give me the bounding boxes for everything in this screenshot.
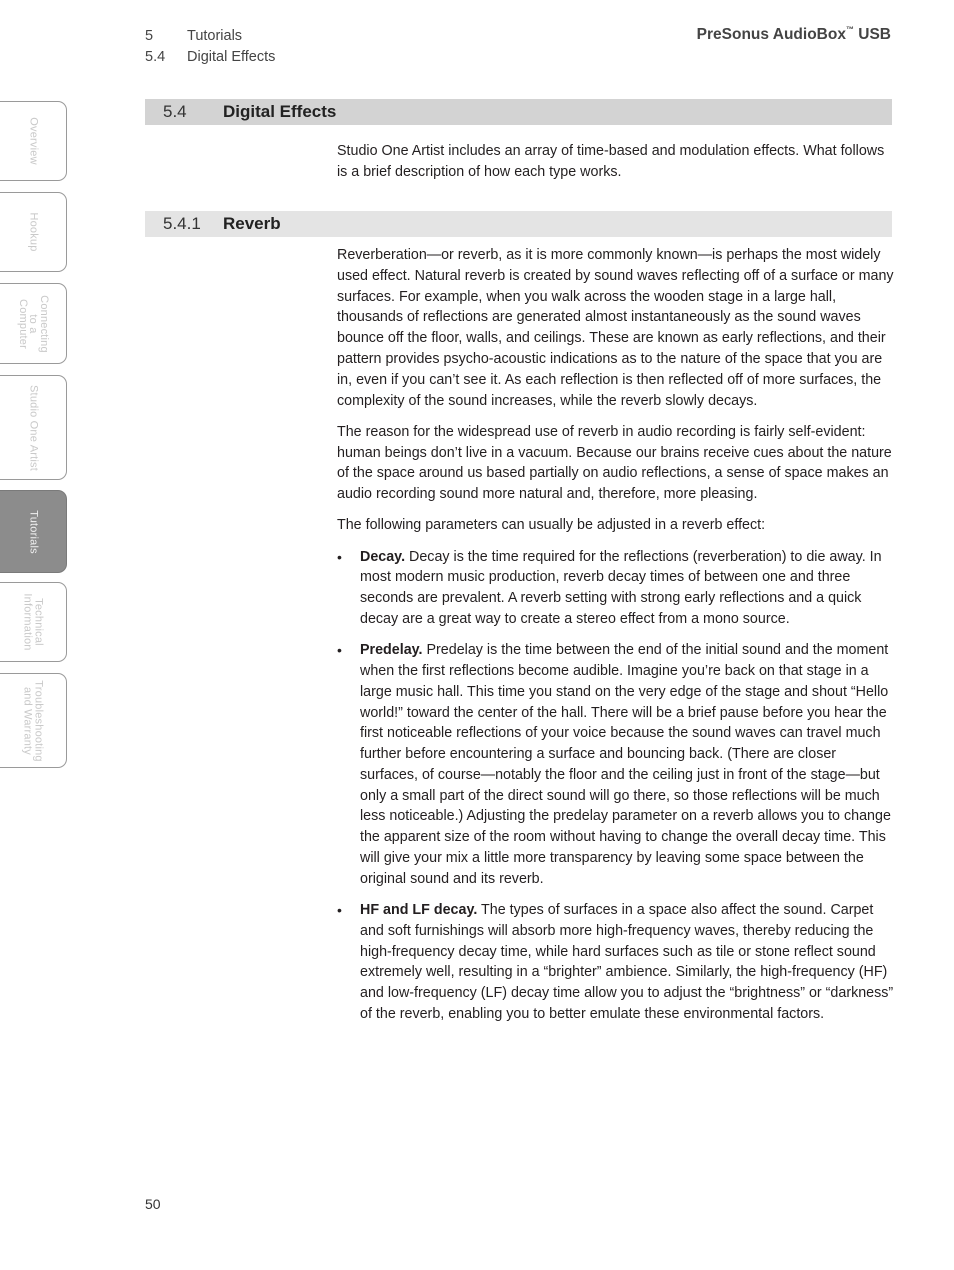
bullet-text: Predelay is the time between the end of the initial sound and the moment when the first reflections become audible. Imagine you’re back on that stage in a large music hall. This time you stand on the very edge of the stage and shout “Hello world!” toward the center of the hall. There will be a brief pause before you hear the first noticeable reflections of your voice because the sound waves can travel much further before encountering a surface and bouncing back. (There are closer surfaces, of course—notably the floor and the ceiling just in front of the stage—but only a small part of the direct sound will go there, so those reflections will be much less noticeable.) Adjusting the predelay parameter on a reverb allows you to change the apparent size of the room without having to change the overall decay time. This will give your mix a little more transparency by leaving some space between the original sound and its reverb. xyxy=(360,642,891,887)
bullet-text: The types of surfaces in a space also affect the sound. Carpet and soft furnishings will absorb more high-frequency waves, thereby reducing the high-frequency decay time, while hard surfaces such as tile or stone reflect sound extremely well, resulting in a “brighter” ambience. Similarly, the high-frequency (HF) and low-frequency (LF) decay time allow you to adjust the “brightness” or “darkness” of the reverb, enabling you to better emulate these environmental factors. xyxy=(360,902,894,1023)
tab-tutorials-label: Tutorials xyxy=(27,509,40,554)
list-item-hf-lf-decay xyxy=(337,900,897,1025)
tab-studio-one-artist[interactable] xyxy=(0,375,67,480)
tab-overview-label: Overview xyxy=(27,117,40,165)
section-title: Digital Effects xyxy=(223,102,337,121)
tab-tutorials[interactable] xyxy=(0,490,67,573)
trademark-symbol: ™ xyxy=(845,25,854,34)
paragraph: Reverberation—or reverb, as it is more commonly known—is perhaps the most widely used effect. Natural reverb is created by sound waves reflecting off of a surface or many surfaces. For example, when you walk across the wooden stage in a large hall, thousands of reflections are generated almost instantaneously as the sound waves bounce off the floor, walls, and ceilings. These are known as early reflections, and their pattern provides psycho-acoustic indications as to the nature of the space that you are in, even if you can’t see it. As each reflection is then reflected off of more surfaces, the complexity of the sound increases, while the reverb slowly decays. xyxy=(337,247,894,409)
breadcrumb-section-number: 5.4 xyxy=(145,49,166,65)
tab-studio-one-artist-label: Studio One Artist xyxy=(27,384,40,471)
bullet-term: Predelay. xyxy=(360,642,423,659)
bullet-text: Decay is the time required for the reflections (reverberation) to die away. In most modern music production, reverb decay times of between one and three seconds are prevalent. A reverb setting with strong early reflections and a quick decay are a great way to create a stereo effect from a mono source. xyxy=(360,548,882,627)
tab-hookup[interactable] xyxy=(0,192,67,272)
section-number: 5.4 xyxy=(163,102,187,121)
paragraph: The reason for the widespread use of reverb in audio recording is fairly self-evident: human beings don’t live in a vacuum. Because our brains receive cues about the nature of the space around us based partially on audio reflections, a sense of space makes an audio recording sound more natural and, therefore, more pleasing. xyxy=(337,423,892,503)
tab-troubleshooting-and-warranty[interactable] xyxy=(0,673,67,768)
tab-troubleshooting-label: Troubleshooting and Warranty xyxy=(22,679,45,762)
section-intro xyxy=(337,141,897,193)
parameter-list xyxy=(337,547,897,1025)
paragraph: The following parameters can usually be adjusted in a reverb effect: xyxy=(337,517,766,534)
list-item-predelay xyxy=(337,640,897,890)
page-number: 50 xyxy=(145,1196,161,1212)
tab-connecting-label: Connecting to a Computer xyxy=(16,294,50,353)
tab-connecting-to-a-computer[interactable] xyxy=(0,283,67,364)
tab-hookup-label: Hookup xyxy=(27,212,40,252)
chapter-tabs xyxy=(0,0,70,1270)
subsection-number: 5.4.1 xyxy=(163,214,201,233)
intro-paragraph: Studio One Artist includes an array of time-based and modulation effects. What follows is a brief description of how each type works. xyxy=(337,143,885,180)
breadcrumb-chapter-number: 5 xyxy=(145,28,154,44)
bullet-term: HF and LF decay. xyxy=(360,902,478,919)
product-title xyxy=(697,25,891,44)
breadcrumb-chapter xyxy=(145,26,275,47)
breadcrumb-section-label: Digital Effects xyxy=(187,49,276,65)
subsection-heading xyxy=(145,211,892,237)
section-heading xyxy=(145,99,892,125)
product-name: PreSonus AudioBox xyxy=(696,26,846,43)
subsection-title: Reverb xyxy=(223,214,281,233)
reverb-body xyxy=(337,245,897,1035)
product-suffix: USB xyxy=(853,26,891,43)
list-item-decay xyxy=(337,547,897,630)
tab-overview[interactable] xyxy=(0,101,67,181)
tab-technical-information-label: Technical Information xyxy=(22,593,45,651)
bullet-term: Decay. xyxy=(360,548,406,565)
breadcrumb-chapter-label: Tutorials xyxy=(187,28,243,44)
breadcrumb-section xyxy=(145,47,275,68)
breadcrumb xyxy=(145,26,275,68)
tab-technical-information[interactable] xyxy=(0,582,67,662)
